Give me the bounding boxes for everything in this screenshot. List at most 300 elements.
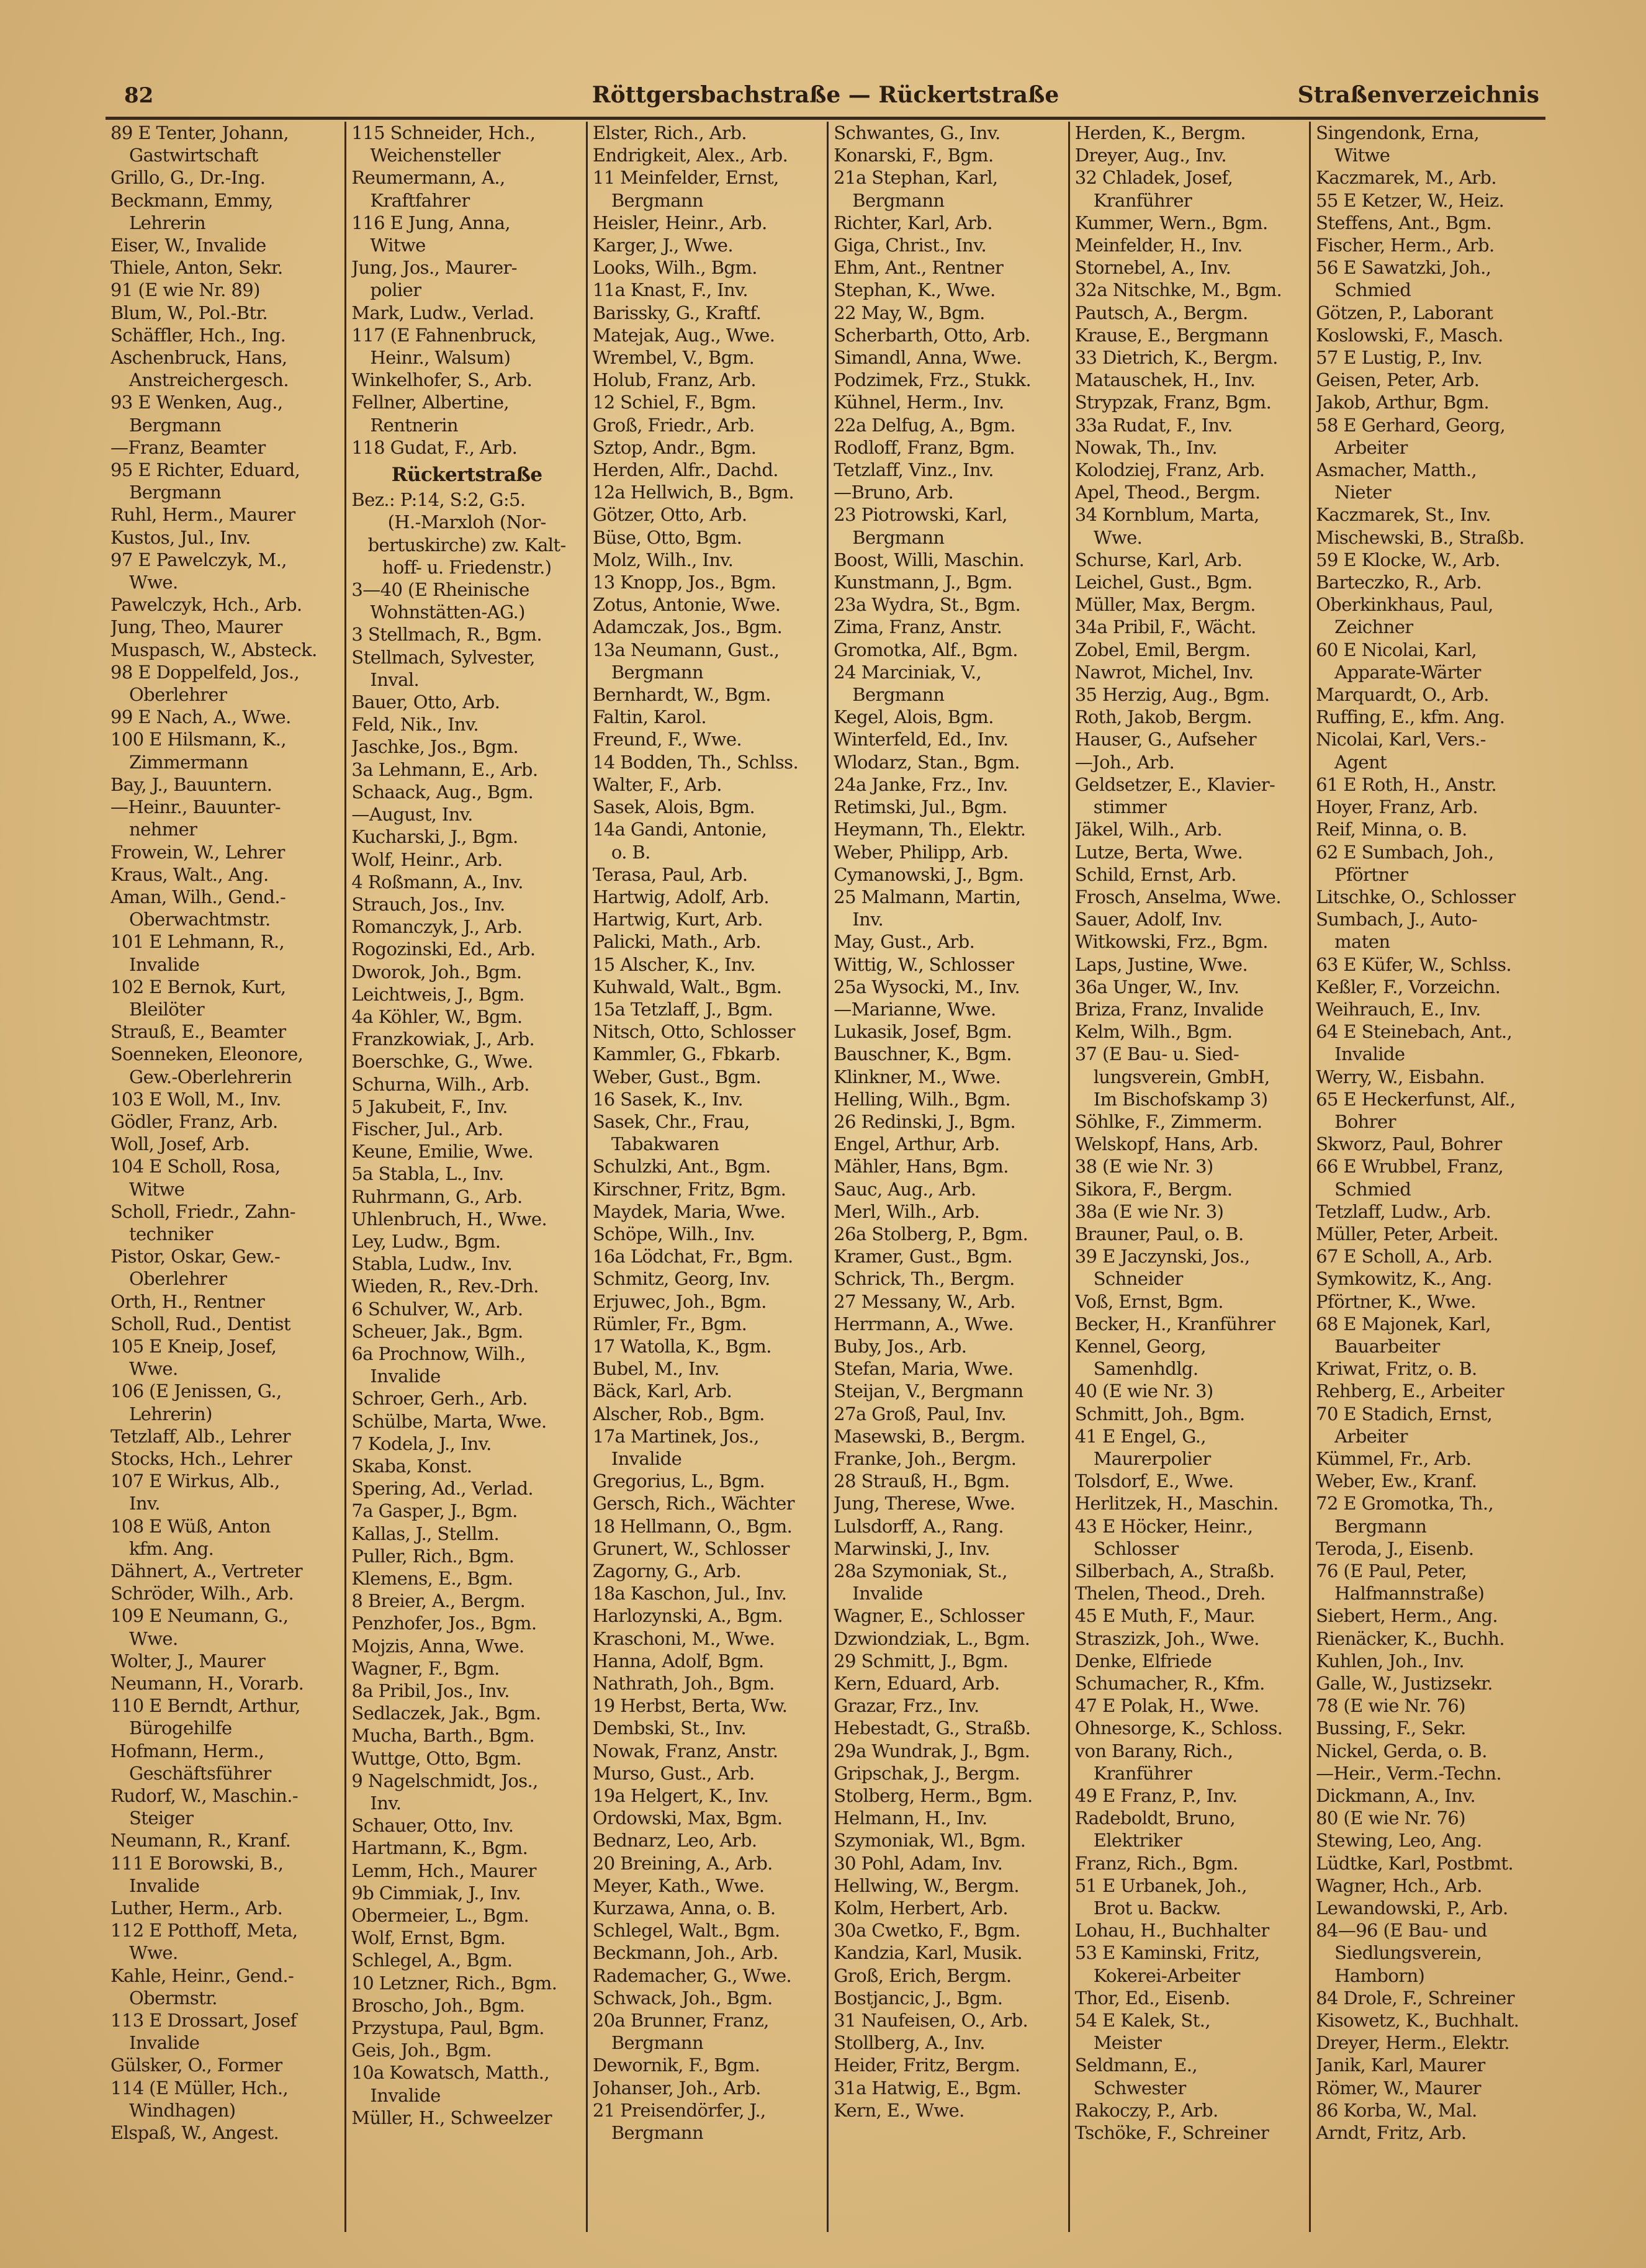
directory-entry: Franzkowiak, J., Arb.: [351, 1028, 535, 1050]
directory-entry: Mähler, Hans, Bgm.: [834, 1156, 1009, 1177]
directory-entry: Bubel, M., Inv.: [592, 1358, 719, 1380]
directory-entry: 13 Knopp, Jos., Bgm.: [592, 572, 776, 593]
directory-entry: 12 Schiel, F., Bgm.: [592, 392, 757, 413]
directory-entry: 67 E Scholl, A., Arb.: [1316, 1246, 1493, 1267]
directory-entry: Zotus, Antonie, Wwe.: [592, 594, 781, 616]
directory-entry: 51 E Urbanek, Joh.,: [1074, 1874, 1247, 1896]
directory-entry: Obermeier, L., Bgm.: [351, 1905, 529, 1927]
directory-entry: Windhagen): [129, 2099, 236, 2121]
directory-entry: 95 E Richter, Eduard,: [110, 459, 300, 481]
directory-entry: (H.-Marxloh (Nor-: [387, 511, 546, 533]
directory-entry: Bergmann: [611, 2032, 704, 2054]
directory-entry: Stefan, Maria, Wwe.: [834, 1358, 1014, 1380]
directory-entry: Jung, Jos., Maurer-: [351, 257, 517, 279]
directory-entry: 21a Stephan, Karl,: [834, 167, 998, 189]
directory-entry: Wolf, Heinr., Arb.: [351, 848, 503, 870]
directory-entry: Bay, J., Bauuntern.: [110, 773, 272, 795]
directory-entry: Kuhwald, Walt., Bgm.: [592, 976, 782, 997]
directory-entry: —Joh., Arb.: [1074, 751, 1175, 773]
directory-entry: Scheuer, Jak., Bgm.: [351, 1320, 523, 1342]
directory-entry: Eiser, W., Invalide: [110, 235, 266, 256]
directory-entry: Wlodarz, Stan., Bgm.: [834, 751, 1020, 773]
directory-entry: Soenneken, Eleonore,: [110, 1043, 304, 1065]
directory-entry: 57 E Lustig, P., Inv.: [1316, 347, 1483, 369]
directory-entry: 7a Gasper, J., Bgm.: [351, 1500, 518, 1522]
directory-entry: Skworz, Paul, Bohrer: [1316, 1133, 1502, 1155]
directory-entry: Ohnesorge, K., Schloss.: [1074, 1717, 1283, 1739]
directory-entry: Hoyer, Franz, Arb.: [1316, 796, 1478, 818]
directory-entry: 70 E Stadich, Ernst,: [1316, 1403, 1493, 1424]
directory-entry: Heisler, Heinr., Arb.: [592, 212, 767, 233]
directory-entry: Merl, Wilh., Arb.: [834, 1200, 980, 1222]
directory-entry: Kern, Eduard, Arb.: [834, 1673, 1000, 1694]
directory-entry: 72 E Gromotka, Th.,: [1316, 1493, 1494, 1514]
directory-entry: Zimmermann: [129, 751, 248, 773]
directory-entry: Rienäcker, K., Buchh.: [1316, 1627, 1504, 1649]
directory-entry: Weichensteller: [370, 145, 500, 166]
directory-entry: Götzen, P., Laborant: [1316, 302, 1493, 323]
directory-entry: Bauschner, K., Bgm.: [834, 1043, 1012, 1065]
directory-entry: Teroda, J., Eisenb.: [1316, 1537, 1474, 1559]
directory-entry: Wohnstätten-AG.): [370, 601, 525, 623]
directory-entry: Bohrer: [1334, 1110, 1396, 1132]
directory-entry: Schauer, Otto, Inv.: [351, 1815, 514, 1837]
directory-entry: Looks, Wilh., Bgm.: [592, 257, 757, 279]
directory-entry: Sikora, F., Bergm.: [1074, 1178, 1233, 1200]
directory-entry: Franz, Rich., Bgm.: [1074, 1852, 1238, 1874]
directory-entry: Kuhlen, Joh., Inv.: [1316, 1650, 1464, 1672]
directory-entry: 23a Wydra, St., Bgm.: [834, 594, 1021, 616]
directory-entry: Keune, Emilie, Wwe.: [351, 1141, 534, 1163]
directory-entry: Kegel, Alois, Bgm.: [834, 706, 994, 728]
directory-entry: Ruhl, Herm., Maurer: [110, 504, 295, 526]
directory-entry: 101 E Lehmann, R.,: [110, 931, 285, 953]
directory-entry: 8a Pribil, Jos., Inv.: [351, 1680, 510, 1702]
directory-entry: Kümmel, Fr., Arb.: [1316, 1447, 1472, 1469]
directory-entry: Sztop, Andr., Bgm.: [592, 436, 757, 458]
directory-entry: Hauser, G., Aufseher: [1074, 729, 1256, 750]
directory-entry: 20a Brunner, Franz,: [592, 2010, 769, 2032]
directory-entry: 5a Stabla, L., Inv.: [351, 1163, 504, 1185]
directory-entry: 62 E Sumbach, Joh.,: [1316, 841, 1494, 863]
directory-entry: Bergmann: [129, 414, 222, 436]
directory-entry: Murso, Gust., Arb.: [592, 1762, 755, 1784]
directory-entry: 86 Korba, W., Mal.: [1316, 2099, 1477, 2121]
directory-entry: Fischer, Herm., Arb.: [1316, 235, 1495, 256]
directory-entry: Lulsdorff, A., Rang.: [834, 1515, 1004, 1537]
directory-entry: Rümler, Fr., Bgm.: [592, 1313, 747, 1334]
directory-entry: Konarski, F., Bgm.: [834, 145, 994, 166]
directory-entry: Strauß, E., Beamter: [110, 1021, 286, 1043]
directory-entry: Helmann, H., Inv.: [834, 1807, 987, 1829]
directory-entry: Stewing, Leo, Ang.: [1316, 1830, 1482, 1852]
directory-entry: Kurzawa, Anna, o. B.: [592, 1897, 776, 1919]
directory-entry: Rehberg, E., Arbeiter: [1316, 1380, 1504, 1402]
directory-entry: Lohau, H., Buchhalter: [1074, 1920, 1269, 1942]
directory-entry: Zobel, Emil, Bergm.: [1074, 639, 1251, 660]
directory-entry: Invalide: [129, 2032, 200, 2054]
directory-entry: 10a Kowatsch, Matth.,: [351, 2062, 549, 2084]
directory-entry: Palicki, Math., Arb.: [592, 931, 761, 953]
directory-entry: 20 Breining, A., Arb.: [592, 1852, 773, 1874]
directory-column-4: [829, 122, 1069, 2232]
directory-entry: Johanser, Joh., Arb.: [592, 2077, 761, 2099]
directory-entry: Kaczmarek, St., Inv.: [1316, 504, 1491, 526]
directory-entry: Kokerei-Arbeiter: [1093, 1964, 1240, 1986]
directory-entry: 34 Kornblum, Marta,: [1074, 504, 1259, 526]
directory-entry: 108 E Wüß, Anton: [110, 1515, 271, 1537]
directory-entry: Reif, Minna, o. B.: [1316, 819, 1467, 840]
directory-entry: Orth, H., Rentner: [110, 1290, 265, 1312]
directory-entry: Straszizk, Joh., Wwe.: [1074, 1627, 1259, 1649]
directory-entry: Hellwing, W., Bergm.: [834, 1874, 1020, 1896]
directory-entry: Kucharski, J., Bgm.: [351, 826, 518, 848]
directory-entry: Dembski, St., Inv.: [592, 1717, 747, 1739]
directory-entry: Zagorny, G., Arb.: [592, 1560, 741, 1582]
directory-entry: 27 Messany, W., Arb.: [834, 1290, 1015, 1312]
directory-entry: Bergmann: [129, 482, 222, 503]
directory-entry: Lehrerin: [129, 212, 206, 233]
directory-entry: 54 E Kalek, St.,: [1074, 2010, 1210, 2032]
directory-entry: Steffens, Ant., Bgm.: [1316, 212, 1491, 233]
directory-entry: Aman, Wilh., Gend.-: [110, 886, 286, 907]
directory-entry: Invalide: [1334, 1043, 1405, 1065]
directory-entry: Sedlaczek, Jak., Bgm.: [351, 1703, 541, 1724]
directory-entry: Neumann, R., Kranf.: [110, 1830, 291, 1852]
directory-entry: Gripschak, J., Bergm.: [834, 1762, 1020, 1784]
directory-entry: Wwe.: [1093, 526, 1143, 548]
directory-entry: 66 E Wrubbel, Franz,: [1316, 1156, 1504, 1177]
directory-entry: —Franz, Beamter: [110, 436, 266, 458]
directory-entry: 78 (E wie Nr. 76): [1316, 1695, 1465, 1717]
directory-entry: 25 Malmann, Martin,: [834, 886, 1021, 907]
directory-entry: Schröder, Wilh., Arb.: [110, 1583, 294, 1604]
directory-entry: Sumbach, J., Auto-: [1316, 909, 1478, 930]
directory-entry: 25a Wysocki, M., Inv.: [834, 976, 1020, 997]
directory-entry: 3a Lehmann, E., Arb.: [351, 758, 538, 780]
directory-entry: 89 E Tenter, Johann,: [110, 122, 289, 143]
directory-entry: —August, Inv.: [351, 804, 473, 826]
directory-entry: 84—96 (E Bau- und: [1316, 1920, 1487, 1942]
directory-entry: Wagner, E., Schlosser: [834, 1605, 1024, 1627]
directory-entry: Kummer, Wern., Bgm.: [1074, 212, 1268, 233]
directory-entry: 29a Wundrak, J., Bgm.: [834, 1740, 1030, 1762]
directory-entry: 13a Neumann, Gust.,: [592, 639, 780, 660]
directory-entry: Inv.: [129, 1493, 160, 1514]
directory-entry: Jaschke, Jos., Bgm.: [351, 736, 519, 758]
directory-entry: Leichel, Gust., Bgm.: [1074, 572, 1252, 593]
directory-entry: Klemens, E., Bgm.: [351, 1568, 513, 1589]
directory-entry: Arbeiter: [1334, 436, 1408, 458]
directory-entry: Mischewski, B., Straßb.: [1316, 526, 1525, 548]
directory-entry: 110 E Berndt, Arthur,: [110, 1695, 300, 1717]
directory-entry: Briza, Franz, Invalide: [1074, 998, 1264, 1020]
directory-entry: 30 Pohl, Adam, Inv.: [834, 1852, 1003, 1874]
directory-entry: Grazar, Frz., Inv.: [834, 1695, 979, 1717]
directory-entry: Oberkinkhaus, Paul,: [1316, 594, 1493, 616]
directory-entry: 45 E Muth, F., Maur.: [1074, 1605, 1256, 1627]
directory-entry: Tolsdorf, E., Wwe.: [1074, 1470, 1234, 1492]
directory-entry: Silberbach, A., Straßb.: [1074, 1560, 1275, 1582]
directory-entry: 63 E Küfer, W., Schlss.: [1316, 953, 1511, 975]
directory-entry: Bürogehilfe: [129, 1717, 232, 1739]
directory-entry: Kern, E., Wwe.: [834, 2099, 965, 2121]
directory-entry: Schwantes, G., Inv.: [834, 122, 1001, 143]
directory-entry: 24 Marciniak, V.,: [834, 661, 982, 683]
directory-entry: Tschöke, F., Schreiner: [1074, 2122, 1269, 2144]
directory-entry: Rakoczy, P., Arb.: [1074, 2099, 1218, 2121]
directory-entry: 114 (E Müller, Hch.,: [110, 2077, 289, 2099]
directory-entry: Oberlehrer: [129, 1268, 227, 1290]
directory-entry: bertuskirche) zw. Kalt-: [367, 534, 566, 556]
directory-entry: 107 E Wirkus, Alb.,: [110, 1470, 280, 1492]
directory-entry: Nickel, Gerda, o. B.: [1316, 1740, 1487, 1762]
directory-entry: Pförtner, K., Wwe.: [1316, 1290, 1476, 1312]
directory-entry: Schwester: [1093, 2077, 1186, 2099]
directory-entry: Welskopf, Hans, Arb.: [1074, 1133, 1259, 1155]
directory-entry: Terasa, Paul, Arb.: [592, 863, 748, 885]
directory-entry: Bergmann: [611, 189, 704, 211]
directory-entry: Müller, H., Schweelzer: [351, 2107, 552, 2128]
directory-entry: Sauer, Adolf, Inv.: [1074, 909, 1223, 930]
directory-entry: 56 E Sawatzki, Joh.,: [1316, 257, 1491, 279]
directory-entry: Kraftfahrer: [370, 189, 470, 211]
directory-entry: nehmer: [129, 819, 197, 840]
directory-entry: Bergmann: [852, 684, 945, 706]
directory-entry: Mojzis, Anna, Wwe.: [351, 1635, 524, 1657]
directory-entry: Steiger: [129, 1807, 194, 1829]
directory-entry: Pawelczyk, Hch., Arb.: [110, 594, 302, 616]
directory-entry: 15a Tetzlaff, J., Bgm.: [592, 998, 773, 1020]
directory-entry: Ley, Ludw., Bgm.: [351, 1230, 501, 1252]
directory-entry: Schmied: [1334, 279, 1411, 301]
directory-entry: Lüdtke, Karl, Postbmt.: [1316, 1852, 1514, 1874]
directory-entry: 76 (E Paul, Peter,: [1316, 1560, 1467, 1582]
directory-entry: Wolter, J., Maurer: [110, 1650, 266, 1672]
directory-entry: Szymoniak, Wl., Bgm.: [834, 1830, 1026, 1852]
directory-entry: 11a Knast, F., Inv.: [592, 279, 749, 301]
directory-entry: Schlegel, Walt., Bgm.: [592, 1920, 780, 1942]
directory-entry: Bednarz, Leo, Arb.: [592, 1830, 757, 1852]
directory-entry: Heymann, Th., Elektr.: [834, 819, 1026, 840]
directory-entry: 29 Schmitt, J., Bgm.: [834, 1650, 1009, 1672]
directory-entry: Apparate-Wärter: [1334, 661, 1481, 683]
directory-entry: Oberwachtmstr.: [129, 909, 271, 930]
directory-entry: Kraschoni, M., Wwe.: [592, 1627, 775, 1649]
directory-column-2: [346, 122, 587, 2232]
directory-entry: 102 E Bernok, Kurt,: [110, 976, 286, 997]
directory-entry: Dreyer, Herm., Elektr.: [1316, 2032, 1510, 2054]
directory-entry: Cymanowski, J., Bgm.: [834, 863, 1024, 885]
directory-entry: Söhlke, F., Zimmerm.: [1074, 1110, 1262, 1132]
page-header: [106, 79, 1545, 120]
directory-entry: 9b Cimmiak, J., Inv.: [351, 1882, 521, 1904]
directory-column-3: [588, 122, 829, 2232]
directory-entry: Hamborn): [1334, 1964, 1425, 1986]
directory-entry: Kranführer: [1093, 189, 1192, 211]
directory-entry: Retimski, Jul., Bgm.: [834, 796, 1007, 818]
directory-entry: Sasek, Alois, Bgm.: [592, 796, 755, 818]
directory-entry: 26a Stolberg, P., Bgm.: [834, 1223, 1028, 1244]
directory-column-5: [1070, 122, 1311, 2232]
directory-entry: o. B.: [611, 841, 650, 863]
directory-entry: Müller, Peter, Arbeit.: [1316, 1223, 1499, 1244]
directory-entry: 26 Redinski, J., Bgm.: [834, 1110, 1016, 1132]
directory-entry: 84 Drole, F., Schreiner: [1316, 1987, 1514, 2009]
directory-entry: 103 E Woll, M., Inv.: [110, 1088, 281, 1110]
directory-entry: 17a Martinek, Jos.,: [592, 1425, 759, 1447]
directory-entry: —Heinr., Bauunter-: [110, 796, 281, 818]
directory-entry: Ruffing, E., kfm. Ang.: [1316, 706, 1505, 728]
directory-entry: Herden, K., Bergm.: [1074, 122, 1246, 143]
directory-entry: 91 (E wie Nr. 89): [110, 279, 260, 301]
directory-entry: 4 Roßmann, A., Inv.: [351, 871, 523, 893]
directory-entry: Krause, E., Bergmann: [1074, 324, 1269, 346]
directory-entry: Wwe.: [129, 572, 178, 593]
directory-entry: 32a Nitschke, M., Bgm.: [1074, 279, 1282, 301]
directory-entry: Bauarbeiter: [1334, 1335, 1440, 1357]
directory-entry: 109 E Neumann, G.,: [110, 1605, 289, 1627]
directory-entry: Broscho, Joh., Bgm.: [351, 1994, 525, 2016]
directory-entry: Wuttge, Otto, Bgm.: [351, 1747, 521, 1769]
directory-entry: Geisen, Peter, Arb.: [1316, 369, 1480, 391]
directory-entry: Keßler, F., Vorzeichn.: [1316, 976, 1501, 997]
directory-entry: Bostjancic, J., Bgm.: [834, 1987, 1003, 2009]
directory-entry: Beckmann, Emmy,: [110, 189, 273, 211]
directory-entry: Dickmann, A., Inv.: [1316, 1785, 1476, 1807]
directory-entry: 3 Stellmach, R., Bgm.: [351, 624, 542, 646]
directory-entry: Barteczko, R., Arb.: [1316, 572, 1482, 593]
directory-entry: Anstreichergesch.: [129, 369, 289, 391]
directory-entry: 117 (E Fahnenbruck,: [351, 324, 537, 346]
directory-entry: Jung, Therese, Wwe.: [834, 1493, 1015, 1514]
directory-entry: 22a Delfug, A., Bgm.: [834, 414, 1015, 436]
directory-entry: 8 Breier, A., Bergm.: [351, 1590, 526, 1612]
directory-entry: 19a Helgert, K., Inv.: [592, 1785, 769, 1807]
directory-entry: Feld, Nik., Inv.: [351, 714, 479, 736]
directory-entry: Gromotka, Alf., Bgm.: [834, 639, 1018, 660]
directory-entry: Siedlungsverein,: [1334, 1942, 1482, 1964]
directory-entry: Spering, Ad., Verlad.: [351, 1478, 534, 1500]
directory-entry: 7 Kodela, J., Inv.: [351, 1433, 492, 1454]
directory-entry: Tetzlaff, Ludw., Arb.: [1316, 1200, 1491, 1222]
directory-entry: Schroer, Gerh., Arb.: [351, 1388, 528, 1410]
directory-entry: Muspasch, W., Absteck.: [110, 639, 317, 660]
directory-entry: Lukasik, Josef, Bgm.: [834, 1021, 1012, 1043]
directory-entry: Herlitzek, H., Maschin.: [1074, 1493, 1279, 1514]
directory-entry: 19 Herbst, Berta, Ww.: [592, 1695, 788, 1717]
directory-entry: Kaczmarek, M., Arb.: [1316, 167, 1496, 189]
directory-entry: Groß, Erich, Bergm.: [834, 1964, 1012, 1986]
directory-entry: Frowein, W., Lehrer: [110, 841, 285, 863]
directory-entry: Franke, Joh., Bergm.: [834, 1447, 1017, 1469]
directory-entry: 17 Watolla, K., Bgm.: [592, 1335, 771, 1357]
directory-entry: Kühnel, Herm., Inv.: [834, 392, 1004, 413]
directory-entry: Geldsetzer, E., Klavier-: [1074, 773, 1275, 795]
directory-entry: Jakob, Arthur, Bgm.: [1316, 392, 1490, 413]
directory-entry: Walter, F., Arb.: [592, 773, 722, 795]
directory-entry: Elektriker: [1093, 1830, 1182, 1852]
directory-entry: 49 E Franz, P., Inv.: [1074, 1785, 1238, 1807]
directory-entry: Karger, J., Wwe.: [592, 235, 733, 256]
directory-entry: 55 E Ketzer, W., Heiz.: [1316, 189, 1504, 211]
directory-entry: Tetzlaff, Alb., Lehrer: [110, 1425, 290, 1447]
directory-columns: [106, 122, 1552, 2232]
directory-entry: Kolm, Herbert, Arb.: [834, 1897, 1009, 1919]
directory-entry: 113 E Drossart, Josef: [110, 2010, 297, 2032]
directory-entry: Kramer, Gust., Bgm.: [834, 1246, 1013, 1267]
directory-entry: Dreyer, Aug., Inv.: [1074, 145, 1226, 166]
directory-entry: Romanczyk, J., Arb.: [351, 916, 523, 938]
directory-entry: Arndt, Fritz, Arb.: [1316, 2122, 1467, 2144]
directory-entry: Apel, Theod., Bergm.: [1074, 482, 1261, 503]
directory-entry: Witkowski, Frz., Bgm.: [1074, 931, 1268, 953]
directory-entry: Inval.: [370, 668, 420, 690]
directory-entry: Schmied: [1334, 1178, 1411, 1200]
directory-entry: Helling, Wilh., Bgm.: [834, 1088, 1010, 1110]
directory-entry: 4a Köhler, W., Bgm.: [351, 1006, 523, 1027]
directory-entry: Schöpe, Wilh., Inv.: [592, 1223, 755, 1244]
directory-entry: Heinr., Walsum): [370, 347, 511, 369]
directory-entry: Rentnerin: [370, 414, 459, 436]
directory-entry: Laps, Justine, Wwe.: [1074, 953, 1248, 975]
directory-entry: Uhlenbruch, H., Wwe.: [351, 1208, 547, 1230]
directory-entry: 16a Lödchat, Fr., Bgm.: [592, 1246, 793, 1267]
directory-entry: 115 Schneider, Hch.,: [351, 122, 536, 143]
directory-entry: 31 Naufeisen, O., Arb.: [834, 2010, 1028, 2032]
directory-entry: Witwe: [129, 1178, 185, 1200]
directory-entry: Pistor, Oskar, Gew.-: [110, 1246, 281, 1267]
directory-entry: Leichtweis, J., Bgm.: [351, 983, 524, 1005]
directory-entry: Thor, Ed., Eisenb.: [1074, 1987, 1230, 2009]
directory-entry: Invalide: [611, 1447, 682, 1469]
directory-entry: Symkowitz, K., Ang.: [1316, 1268, 1492, 1290]
directory-entry: Im Bischofskamp 3): [1093, 1088, 1268, 1110]
directory-entry: Masewski, B., Bergm.: [834, 1425, 1025, 1447]
directory-entry: Faltin, Karol.: [592, 706, 706, 728]
directory-entry: Simandl, Anna, Wwe.: [834, 347, 1022, 369]
directory-entry: 28a Szymoniak, St.,: [834, 1560, 1007, 1582]
directory-entry: Denke, Elfriede: [1074, 1650, 1212, 1672]
directory-entry: 65 E Heckerfunst, Alf.,: [1316, 1088, 1516, 1110]
directory-entry: Winkelhofer, S., Arb.: [351, 369, 533, 391]
directory-entry: stimmer: [1093, 796, 1167, 818]
directory-entry: 38a (E wie Nr. 3): [1074, 1200, 1224, 1222]
directory-entry: Woll, Josef, Arb.: [110, 1133, 250, 1155]
directory-entry: 116 E Jung, Anna,: [351, 212, 510, 233]
directory-entry: Weber, Ew., Kranf.: [1316, 1470, 1477, 1492]
directory-entry: Invalide: [370, 1366, 441, 1387]
directory-entry: 99 E Nach, A., Wwe.: [110, 706, 291, 728]
directory-entry: Wwe.: [129, 1627, 178, 1649]
directory-entry: 80 (E wie Nr. 76): [1316, 1807, 1465, 1829]
directory-entry: —Heir., Verm.-Techn.: [1316, 1762, 1502, 1784]
directory-entry: Koslowski, F., Masch.: [1316, 324, 1503, 346]
directory-entry: Richter, Karl, Arb.: [834, 212, 992, 233]
directory-entry: 97 E Pawelczyk, M.,: [110, 549, 287, 570]
directory-entry: Rudorf, W., Maschin.-: [110, 1785, 299, 1807]
directory-entry: Lehrerin): [129, 1403, 212, 1424]
directory-entry: Penzhofer, Jos., Bgm.: [351, 1613, 537, 1634]
directory-entry: Bleilöter: [129, 998, 205, 1020]
directory-entry: Bergmann: [611, 661, 704, 683]
directory-entry: Rodloff, Franz, Bgm.: [834, 436, 1015, 458]
directory-entry: 28 Strauß, H., Bgm.: [834, 1470, 1010, 1492]
directory-entry: hoff- u. Friedenstr.): [382, 556, 552, 578]
directory-entry: —Bruno, Arb.: [834, 482, 954, 503]
directory-entry: Strypzak, Franz, Bgm.: [1074, 392, 1272, 413]
directory-entry: Schmitt, Joh., Bgm.: [1074, 1403, 1245, 1424]
